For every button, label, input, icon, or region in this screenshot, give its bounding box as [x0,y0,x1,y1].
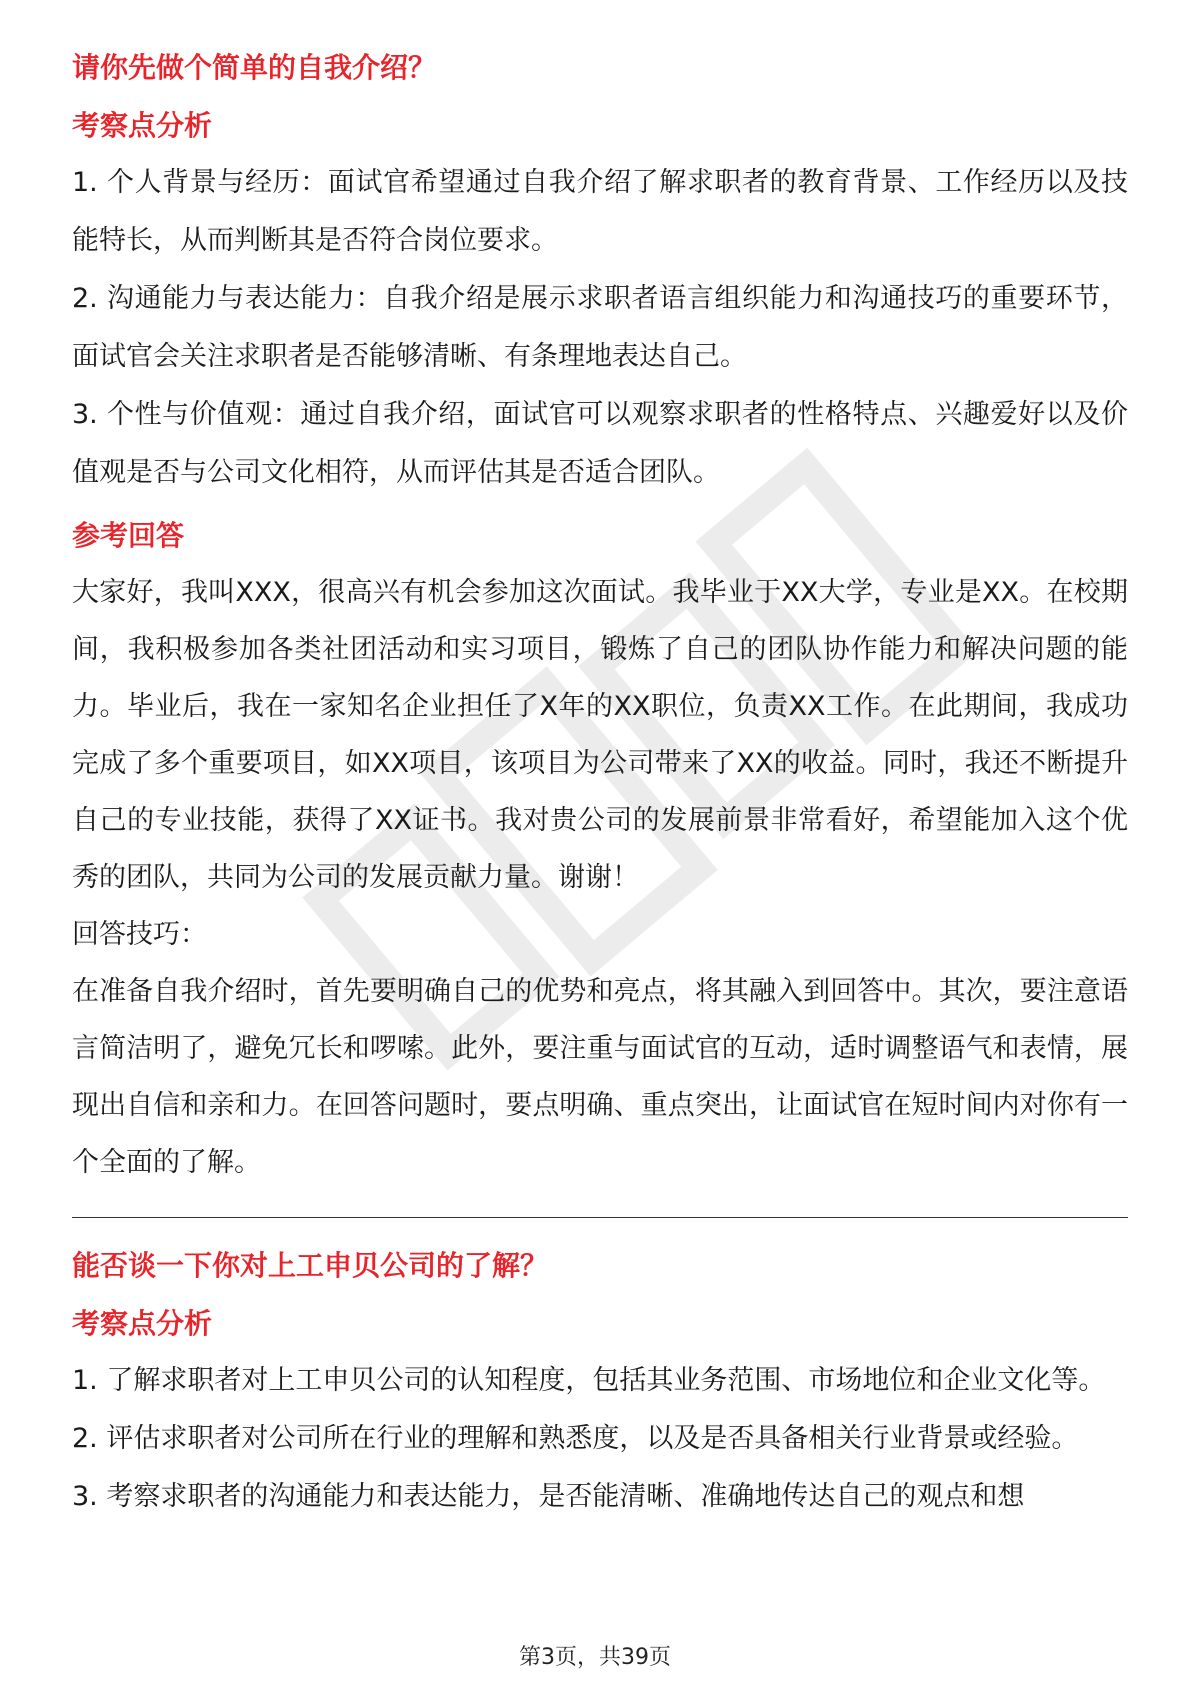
analysis-heading: 考察点分析 [72,1307,213,1340]
qa-section-2 [72,1246,1128,1526]
tips-text: 在准备自我介绍时，首先要明确自己的优势和亮点，将其融入到回答中。其次，要注意语言简洁明了，避免冗长和啰嗦。此外，要注重与面试官的互动，适时调整语气和表情，展现出自信和亲和力。在回答问题时，要点明确、重点突出，让面试官在短时间内对你有一个全面的了解。 [72,976,1128,1178]
page-number: 第3页，共39页 [519,1645,671,1670]
analysis-item: 3. 考察求职者的沟通能力和表达能力，是否能清晰、准确地传达自己的观点和想 [72,1481,1025,1512]
analysis-heading: 考察点分析 [72,109,213,142]
tips-label: 回答技巧： [72,919,207,950]
analysis-item: 2. 评估求职者对公司所在行业的理解和熟悉度，以及是否具备相关行业背景或经验。 [72,1423,1079,1454]
document-page [72,48,1128,1526]
question-title: 能否谈一下你对上工申贝公司的了解？ [72,1249,549,1282]
analysis-item: 1. 了解求职者对上工申贝公司的认知程度，包括其业务范围、市场地位和企业文化等。 [72,1365,1106,1396]
answer-heading: 参考回答 [72,519,185,552]
analysis-item: 3. 个性与价值观：通过自我介绍，面试官可以观察求职者的性格特点、兴趣爱好以及价值观是否与公司文化相符，从而评估其是否适合团队。 [72,399,1128,488]
analysis-item: 1. 个人背景与经历：面试官希望通过自我介绍了解求职者的教育背景、工作经历以及技能特长，从而判断其是否符合岗位要求。 [72,167,1128,256]
question-title: 请你先做个简单的自我介绍？ [72,51,437,84]
analysis-item: 2. 沟通能力与表达能力：自我介绍是展示求职者语言组织能力和沟通技巧的重要环节，面试官会关注求职者是否能够清晰、有条理地表达自己。 [72,283,1128,372]
answer-text: 大家好，我叫XXX，很高兴有机会参加这次面试。我毕业于XX大学，专业是XX。在校期间，我积极参加各类社团活动和实习项目，锻炼了自己的团队协作能力和解决问题的能力。毕业后，我在一家知名企业担任了X年的XX职位，负责XX工作。在此期间，我成功完成了多个重要项目，如XX项目，该项目为公司带来了XX的收益。同时，我还不断提升自己的专业技能，获得了XX证书。我对贵公司的发展前景非常看好，希望能加入这个优秀的团队，共同为公司的发展贡献力量。谢谢！ [72,577,1128,893]
qa-section-1 [72,48,1128,1191]
section-divider [72,1217,1128,1218]
